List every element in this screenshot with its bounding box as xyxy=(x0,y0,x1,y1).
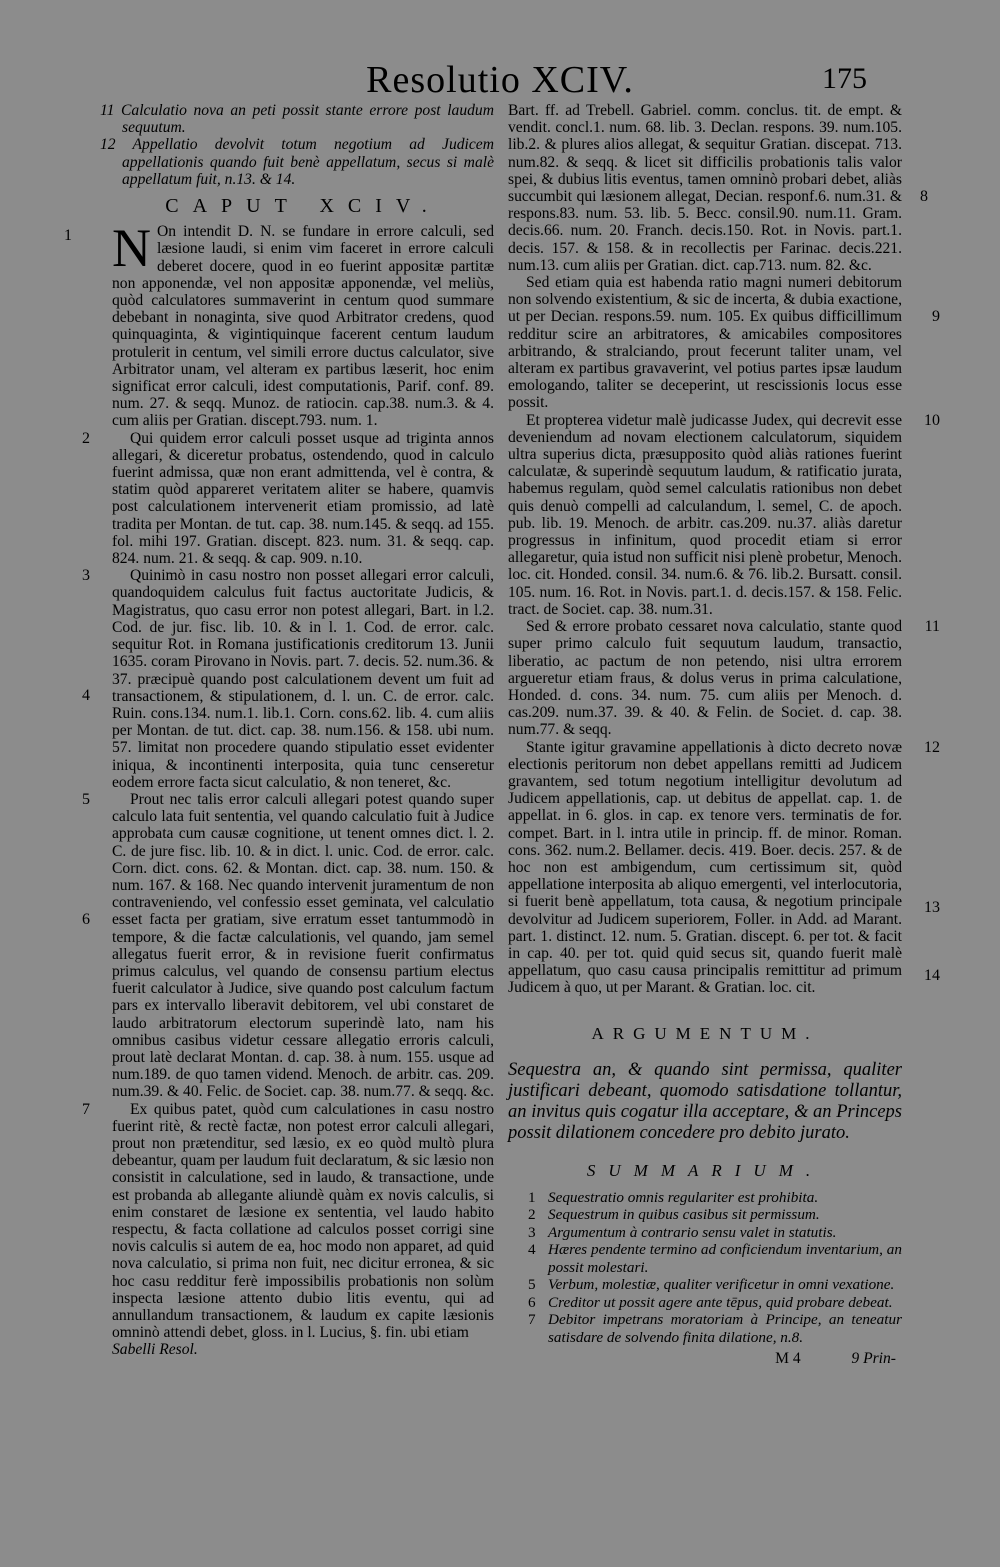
paragraph-2: 2 Qui quidem error calculi posset usque ad triginta annos allegari, & diceretur probatus, ostendendo, quod in calculo fuerint admissa, quæ non erant admittenda, vel è contra, & statim quòd appareret veritatem aliter se habere, quamvis post calculationem intervenerit etiam promissio, ad latè tradita per Montan. de tut. cap. 38. num.145. & seqq. ad 155. fol. mihi 197. Gratian. discept. 823. num. 31. & seqq. cap. 824. num. 21. & seqq. & cap. 909. n.10. xyxy=(112,430,494,568)
summarium-item: 1 Sequestratio omnis regulariter est prohibita. xyxy=(528,1188,819,1206)
argumentum-text: Sequestra an, & quando sint permissa, qualiter justificari debeant, quomodo satisdatione tollantur, an invitus quis cogatur illa acceptare, & an Princeps possit dilationem concedere pro debito jurato. xyxy=(508,1059,902,1143)
paragraph-12: 12 13 14 Stante igitur gravamine appellationis à dicto decreto novæ electionis peritorum non debet appellans remitti ad Judicem gravantem, sed totum negotium intelligitur devolutum ad Judicem appellationis, cap. ut debitus de appellat. cap. 1. de appellat. in 6. glos. in cap. ex tenore vers. terminatis de for. compet. Bart. in l. intra utile in princip. ff. de minor. Roman. cons. 362. num.2. Bellamer. decis. 419. Boer. decis. 257. & de hoc non est ambigendum, cum certissimum sit, quòd appellatione interposita ab aliquo emergenti, vel interlocutoria, si fuerit benè appellatum, tota causa, & negotium principale devolvitur ad Judicem superiorem, Foller. in Add. ad Marant. part. 1. distinct. 12. num. 5. Gratian. discept. 6. per tot. & facit in cap. 40. per tot. quid quid secus sit, quando fuerit malè appellatum, quo casu causa principalis remittitur ad primum Judicem à quo, ut per Marant. & Gratian. loc. cit. xyxy=(508,738,940,997)
margin-number: 7 xyxy=(82,1100,90,1118)
margin-number: 14 xyxy=(924,966,940,984)
summarium-list xyxy=(528,1189,902,1347)
margin-number: 10 xyxy=(924,411,940,429)
margin-number: 9 xyxy=(932,308,940,326)
right-column xyxy=(508,102,940,1368)
margin-number: 12 xyxy=(924,738,940,756)
running-title: Resolutio XCIV. xyxy=(366,59,634,101)
margin-number: 8 xyxy=(920,188,928,205)
catchword: 9 Prin- xyxy=(851,1350,896,1368)
paragraph-10: 10 Et propterea videtur malè judicasse Judex, qui decrevit esse deveniendum ad novam electionem calculatorum, siquidem ultra superius dicta, præsupposito quòd aliàs rationes fuerint calculatæ, & superindè sequutum laudum, & ratificatio jurata, habemus regulam, quòd semel calculatis rationibus non debet quis denuò compelli ad calculandum, l. semel, C. de apoch. pub. lib. 19. Menoch. de arbitr. cas.209. nu.37. aliàs daretur progressus in infinitum, quod procedit etiam si error allegaretur, quia istud non sufficit nisi plenè probetur, Menoch. loc. cit. Honded. consil. 34. num.6. & 76. lib.2. Bursatt. consil. 105. num. 16. Rot. in Novis. part.1. d. decis.157. & 158. Felic. tract. de Societ. cap. 38. num.31. xyxy=(508,411,940,618)
margin-number: 1 xyxy=(64,227,72,245)
paragraph-3: 3 4 Quinimò in casu nostro non posset allegari error calculi, quandoquidem calculus fuit factus auctoritate Judicis, & Magistratus, quo casu error non potest allegari, Bart. in l.2. Cod. de jur. fisc. lib. 10. & in l. 1. Cod. de error. calc. sequitur Rot. in Romana justificationis creditorum 13. Junii 1635. coram Pirovano in Novis. part. 7. decis. 52. num.36. & 37. præcipuè quando post calculationem devent um fuit ad transactionem, & stipulationem, d. l. un. C. de error. calc. Ruin. cons.134. num.1. lib.1. Corn. cons.62. lib. 4. cum aliis per Montan. de tut. dict. cap. 38. num.156. & 158. ubi num. 57. limitat non procedere quando stipulatio esset evidenter iniqua, & incontinenti interposita, quia tunc censeretur eodem errore facta sicut calculatio, & non teneret, &c. xyxy=(112,567,494,791)
margin-number: 11 xyxy=(924,618,940,636)
drop-cap: N xyxy=(112,218,151,279)
summarium-item: 3 Argumentum à contrario sensu valet in statutis. xyxy=(528,1223,837,1241)
left-column xyxy=(64,102,494,1359)
summary-item-11: 11 Calculatio nova an peti possit stante errore post laudum sequutum. xyxy=(100,102,494,137)
summarium-item: 4 Hæres pendente termino ad conficiendum inventarium, an possit molestari. xyxy=(528,1241,902,1276)
margin-number: 4 xyxy=(82,687,90,705)
margin-number: 3 xyxy=(82,567,90,585)
summarium-item: 7 Debitor impetrans moratoriam à Principe, an teneatur satisdare de solvendo finita dilatione, n.8. xyxy=(528,1311,902,1346)
margin-number: 2 xyxy=(82,429,90,447)
summary-item-12: 12 Appellatio devolvit totum negotium ad Judicem appellationis quando fuit benè appellatum, secus si malè appellatum fuit, n.13. & 14. xyxy=(100,136,494,188)
signature-mark: M 4 xyxy=(775,1350,801,1368)
argumentum-heading: ARGUMENTUM. xyxy=(591,1023,819,1043)
paragraph-11: 11 Sed & errore probato cessaret nova calculatio, stante quod super primo calculo fuit sequutum laudum, transactio, liberatio, ac pactum de non petendo, nisi ultra errorem argueretur etiam fraus, & dolus verus in prima calculatione, Honded. d. cons. 34. num. 75. cum aliis per Menoch. d. cas.209. num.37. 39. & 40. & Felin. de Societ. d. cap. 38. num.77. & seqq. xyxy=(508,618,940,739)
margin-number: 5 xyxy=(82,790,90,808)
signature-line: Sabelli Resol. xyxy=(112,1341,198,1359)
summary-continuation xyxy=(100,102,494,188)
summarium-item: 5 Verbum, molestiæ, qualiter verificetur in omni vexatione. xyxy=(528,1276,895,1294)
page-footer xyxy=(508,1350,902,1367)
margin-number: 13 xyxy=(924,898,940,916)
chapter-heading: CAPUT XCIV. xyxy=(165,195,441,218)
paragraph-1: 1 N On intendit D. N. se fundare in errore calculi, sed læsione laudi, si enim vim faceret in errore calculi deberet docere, quod in eo fuerint appositæ partitæ non apponendæ, vel non appositæ apponendæ, vel meliùs, quòd calculatores summaverint in centum quod summare debebant in nonaginta, sive quod Arbitrator credens, quod quinquaginta, & vigintiquinque facerent centum laudum protulerit in centum, vel simili errore ductus calculator, sive Arbitrator unam, vel alteram ex partibus læserit, hoc enim significat error calculi, idest computationis, Parif. conf. 89. num. 27. & seqq. Munoz. de ratiocin. cap.38. num.3. & 4. cum aliis per Gratian. discept.793. num. 1. xyxy=(64,218,494,430)
paragraph-7: 7 Ex quibus patet, quòd cum calculationes in casu nostro fuerint ritè, & rectè factæ, non potest error calculi allegari, prout non prætenditur, sed læsio, ex eo quòd multò plura debeantur, quam per laudum fuit declaratum, & sic læsio non consistit in calculatione, sed in laudo, & transactione, unde est probanda ab allegante aliundè quàm ex novis calculis, si enim constaret de læsione ex sententia, vel laudo habito respectu, & facta collatione ad calculos posset corrigi sine novis calculis si autem de ea, hoc modo non apparet, ad quid nova calculatio, si prima non fuit, nec dicitur erronea, & sic hoc casu redditur ferè impossibilis probationis non solùm inspecta læsione attento dubio litis eventu, qui ad annullandum transactionem, & laudum ex capite læsionis omninò attendi debet, gloss. in l. Lucius, §. fin. ubi etiam xyxy=(112,1101,494,1342)
margin-number: 6 xyxy=(82,910,90,928)
summarium-item: 6 Creditor ut possit agere ante tēpus, quid probare debeat. xyxy=(528,1293,893,1311)
summarium-item: 2 Sequestrum in quibus casibus sit permissum. xyxy=(528,1206,820,1224)
paragraph-5: 5 6 Prout nec talis error calculi allegari potest quando super calculo lata fuit sententia, vel quando calculatio fuit à Judice approbata cum causæ cognitione, ut tenent omnes dict. l. 2. C. de jure fisc. lib. 10. & in dict. l. unic. Cod. de error. calc. Corn. dict. cons. 62. & Montan. dict. cap. 38. num. 150. & num. 167. & 168. Nec quando intervenit juramentum de non contraveniendo, vel confessio esset geminata, vel calculatio esset facta per gratiam, sive erratum esset tantummodò in tempore, & die factæ calculationis, vel quando, jam semel allegatus fuerit error, & in revisione fuerit confirmatus primus calculus, vel quando de consensu partium electus fuerit calculator à Judice, sive quando post calculum factum pars ex intervallo liberavit debitorem, vel ubi constaret de laudo arbitratorum electorum superindè lato, nam his omnibus casibus videtur cessare allegatio erroris calculi, prout latè declarat Montan. d. cap. 38. à num. 155. usque ad num.189. de quo tamen vidend. Menoch. de arbitr. cas. 209. num.39. & 40. Felic. de Societ. cap. 38. num.77. & seqq. &c. xyxy=(112,791,494,1101)
summarium-heading: SUMMARIUM. xyxy=(586,1160,824,1180)
page-number: 175 xyxy=(822,62,867,95)
paragraph-8: 8 Bart. ff. ad Trebell. Gabriel. comm. conclus. tit. de empt. & vendit. concl.1. num. 68. lib. 3. Declan. respons. 39. num.105. lib.2. & plures alios allegat, & sequitur Gratian. discepat. 713. num.82. & seqq. & licet sit difficilis probationis talis valor spei, & dubius litis eventus, tamen omninò probari debet, aliàs succumbit qui læsionem allegat, Decian. responf.6. num.31. & respons.83. num. 53. lib. 5. Becc. consil.90. num.11. Gram. decis.66. num. 20. Franch. decis.150. Rot. in Novis. part.1. decis. 157. & 158. & in recollectis per Farinac. decis.221. num.13. cum aliis per Gratian. dict. cap.713. num. 82. &c. xyxy=(508,102,928,274)
paragraph-9: 9 Sed etiam quia est habenda ratio magni numeri debitorum non solvendo existentium, & sic de incerta, & dubia exactione, ut per Decian. respons.59. num. 105. Ex quibus difficillimum redditur scire an arbitratores, & amicabiles compositores arbitrando, & stralciando, prout fecerunt taliter unam, vel alteram ex partibus gravaverint, vel potius partes ipsæ laudum emologando, taliter se deceperint, ut rescissionis locus esse possit. xyxy=(508,274,940,412)
